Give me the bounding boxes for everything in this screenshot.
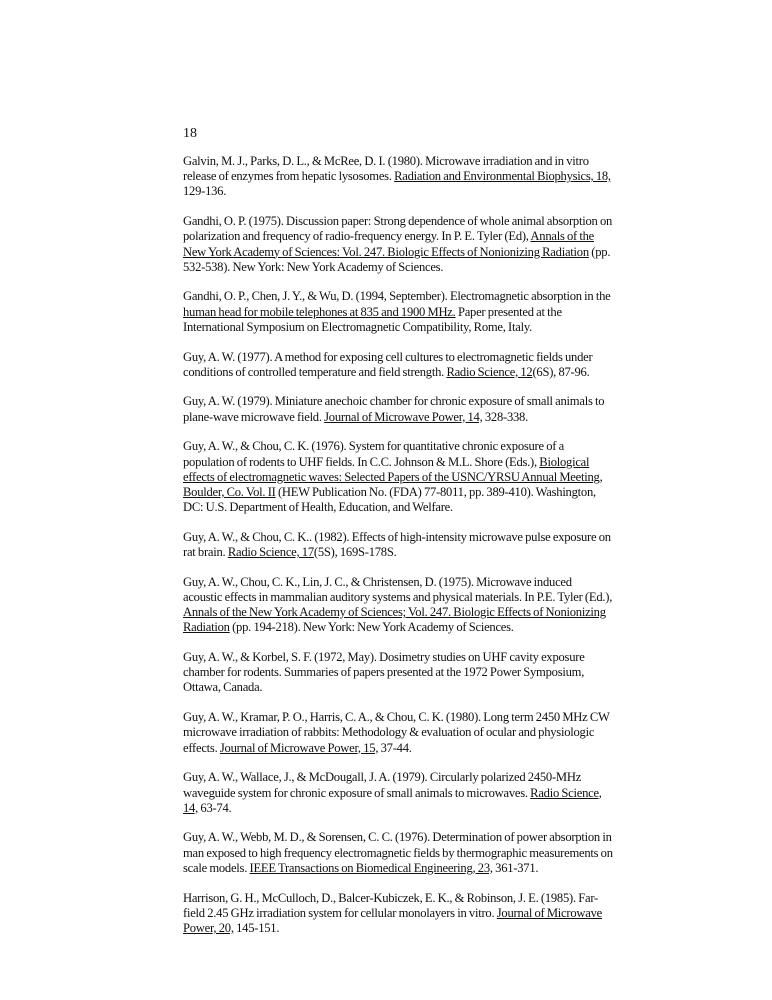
- reference-text: Guy, A. W. (1977). A method for exposing cell cultures to electromagnetic fields under conditions of controlled temperature and field strength.: [183, 349, 593, 379]
- reference-list: [183, 154, 613, 951]
- reference-text: Guy, A. W., Chou, C. K., Lin, J. C., & Christensen, D. (1975). Microwave induced acoustic effects in mammalian auditory systems and physical materials. In P.E. Tyler (Ed.),: [183, 574, 613, 604]
- reference-text: (6S), 87-96.: [532, 364, 590, 379]
- reference-text: 63-74.: [198, 800, 232, 815]
- reference-text: 361-371.: [492, 860, 539, 875]
- reference-text: Guy, A. W., Webb, M. D., & Sorensen, C. C. (1976). Determination of power absorption in man exposed to high frequency electromagnetic fields by thermographic measurements on scale models.: [183, 830, 613, 875]
- reference-text: Guy, A. W., & Korbel, S. F. (1972, May). Dosimetry studies on UHF cavity exposure chamber for rodents. Summaries of papers presented at the 1972 Power Symposium, Ottawa, Canada.: [183, 650, 585, 695]
- reference-source-title: Biological effects of electromagnetic waves: Selected Papers of the USNC/YRSU Annual Meeting, Boulder, Co. Vol. II: [183, 454, 603, 499]
- reference-source-title: IEEE Transactions on Biomedical Engineering, 23,: [249, 860, 493, 875]
- reference-entry: [183, 350, 613, 380]
- reference-source-title: Radio Science, 17: [227, 545, 314, 560]
- reference-source-title: Annals of the New York Academy of Sciences: Vol. 247. Biologic Effects of Nonionizing Radiation: [183, 229, 595, 259]
- reference-source-title: Radio Science, 12: [446, 364, 533, 379]
- reference-text: Guy, A. W., & Chou, C. K.. (1982). Effects of high-intensity microwave pulse exposure on rat brain.: [183, 529, 611, 560]
- reference-text: Gandhi, O. P., Chen, J. Y., & Wu, D. (1994, September). Electromagnetic absorption in the: [183, 289, 611, 304]
- reference-source-title: human head for mobile telephones at 835 and 1900 MHz.: [183, 304, 456, 319]
- reference-text: Harrison, G. H., McCulloch, D., Balcer-Kubiczek, E. K., & Robinson, J. E. (1985). Far-field 2.45 GHz irradiation system for cellular monolayers in vitro.: [183, 890, 598, 920]
- reference-entry: [183, 710, 613, 756]
- reference-entry: [183, 575, 613, 636]
- reference-text: Guy, A. W. (1979). Miniature anechoic chamber for chronic exposure of small animals to plane-wave microwave field.: [183, 394, 605, 424]
- reference-text: Paper presented at the International Symposium on Electromagnetic Compatibility, Rome, Italy.: [183, 304, 562, 334]
- reference-source-title: Annals of the New York Academy of Sciences; Vol. 247. Biologic Effects of Nonionizing Radiation: [183, 605, 606, 635]
- reference-text: 129-136.: [183, 184, 227, 199]
- reference-text: Galvin, M. J., Parks, D. L., & McRee, D. I. (1980). Microwave irradiation and in vitro release of enzymes from hepatic lysosomes.: [183, 154, 589, 184]
- reference-text: (pp. 532-538). New York: New York Academy of Sciences.: [183, 244, 611, 274]
- reference-source-title: Radio Science, 14,: [183, 785, 602, 815]
- reference-entry: [183, 650, 613, 696]
- reference-text: Gandhi, O. P. (1975). Discussion paper: Strong dependence of whole animal absorption on polarization and frequency of radio-frequency energy. In P. E. Tyler (Ed),: [183, 214, 613, 244]
- reference-entry: [183, 289, 613, 335]
- reference-source-title: Journal of Microwave Power, 14,: [324, 409, 483, 424]
- reference-entry: [183, 830, 613, 876]
- reference-entry: [183, 394, 613, 424]
- reference-text: 37-44.: [378, 740, 412, 755]
- reference-text: Guy, A. W., & Chou, C. K. (1976). System for quantitative chronic exposure of a population of rodents to UHF fields. In C.C. Johnson & M.L. Shore (Eds.),: [183, 439, 564, 469]
- reference-entry: [183, 214, 613, 275]
- reference-entry: [183, 891, 613, 937]
- reference-entry: [183, 530, 613, 560]
- reference-source-title: Journal of Microwave Power, 15,: [219, 740, 379, 755]
- reference-entry: [183, 154, 613, 200]
- reference-text: Guy, A. W., Kramar, P. O., Harris, C. A., & Chou, C. K. (1980). Long term 2450 MHz CW microwave irradiation of rabbits: Methodology & evaluation of ocular and physiologic effects.: [183, 710, 610, 755]
- reference-source-title: Journal of Microwave Power, 20,: [183, 905, 602, 935]
- reference-text: Guy, A. W., Wallace, J., & McDougall, J. A. (1979). Circularly polarized 2450-MHz waveguide system for chronic exposure of small animals to microwaves.: [183, 770, 582, 800]
- reference-source-title: Radiation and Environmental Biophysics, 18,: [394, 169, 611, 184]
- reference-text: 145-151.: [233, 920, 280, 935]
- reference-text: (pp. 194-218). New York: New York Academy of Sciences.: [229, 620, 514, 635]
- reference-entry: [183, 439, 613, 515]
- reference-text: (HEW Publication No. (FDA) 77-8011, pp. 389-410). Washington, DC: U.S. Department of Health, Education, and Welfare.: [183, 484, 596, 515]
- reference-text: 328-338.: [482, 409, 529, 424]
- reference-entry: [183, 770, 613, 816]
- page-number: 18: [183, 126, 197, 141]
- reference-text: (5S), 169S-178S.: [313, 545, 397, 560]
